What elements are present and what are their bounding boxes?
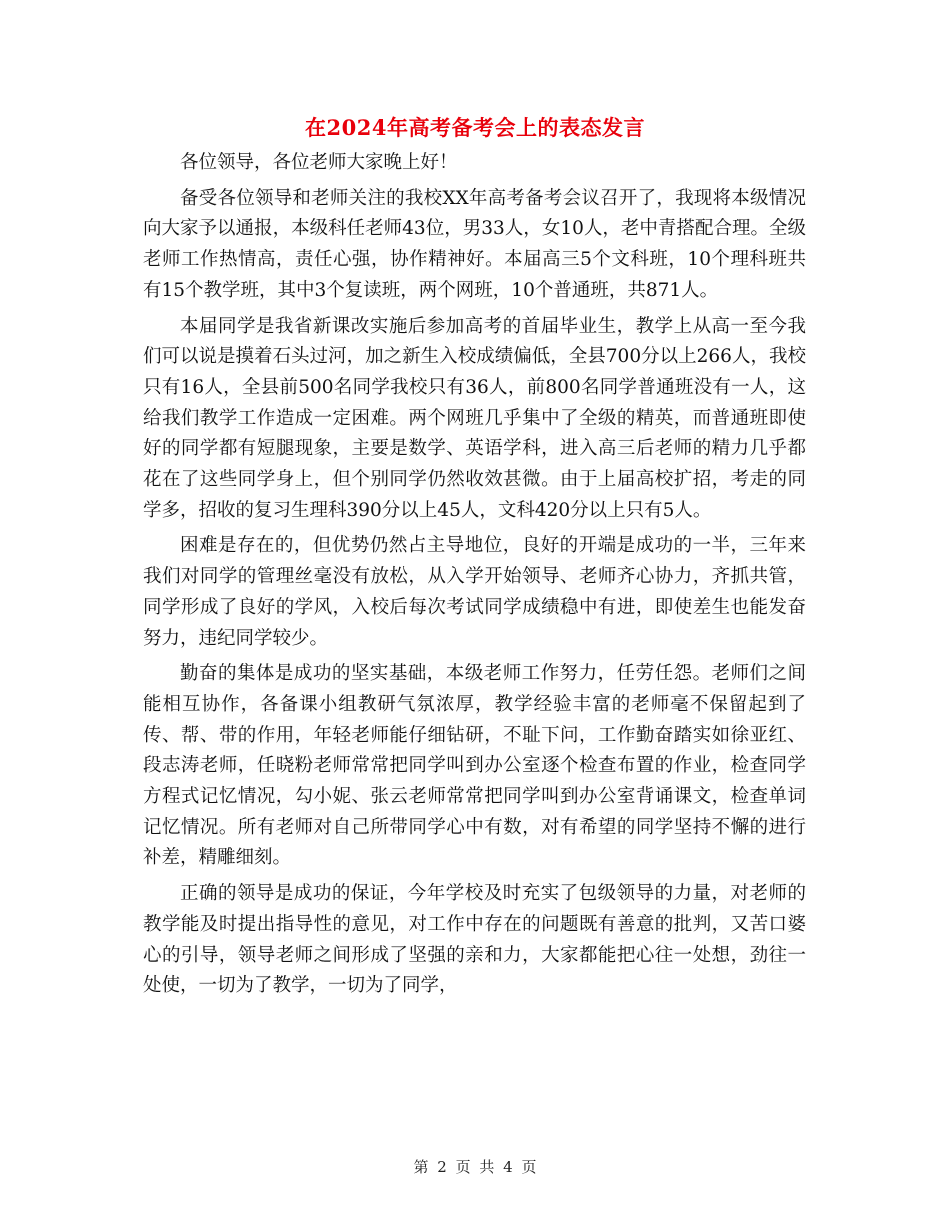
paragraph-leadership: 正确的领导是成功的保证，今年学校及时充实了包级领导的力量，对老师的教学能及时提出指导性的意见，对工作中存在的问题既有善意的批判，又苦口婆心的引导，领导老师之间形成了坚强的亲和力，大家都能把心往一处想，劲往一处使，一切为了教学，一切为了同学， bbox=[143, 883, 806, 997]
document-body bbox=[143, 148, 806, 1007]
paragraph-greeting: 各位领导，各位老师大家晚上好！ bbox=[180, 152, 458, 173]
page-footer: 第 2 页 共 4 页 bbox=[413, 1158, 537, 1176]
document-title: 在2024年高考备考会上的表态发言 bbox=[305, 115, 645, 140]
paragraph-overview: 备受各位领导和老师关注的我校XX年高考备考会议召开了，我现将本级情况向大家予以通报，本级科任老师43位，男33人，女10人，老中青搭配合理。全级老师工作热情高，责任心强，协作精神好。本届高三5个文科班，10个理科班共有15个教学班，其中3个复读班，两个网班，10个普通班，共871人。 bbox=[143, 187, 806, 301]
paragraph-teachers: 勤奋的集体是成功的坚实基础，本级老师工作努力，任劳任怨。老师们之间能相互协作，各备课小组教研气氛浓厚，教学经验丰富的老师毫不保留起到了传、帮、带的作用，年轻老师能仔细钻研，不耻下问，工作勤奋踏实如徐亚红、段志涛老师，任晓粉老师常常把同学叫到办公室逐个检查布置的作业，检查同学方程式记忆情况，勾小妮、张云老师常常把同学叫到办公室背诵课文，检查单词记忆情况。所有老师对自己所带同学心中有数，对有希望的同学坚持不懈的进行补差，精雕细刻。 bbox=[143, 663, 806, 869]
paragraph-students: 本届同学是我省新课改实施后参加高考的首届毕业生，教学上从高一至今我们可以说是摸着石头过河，加之新生入校成绩偏低，全县700分以上266人，我校只有16人，全县前500名同学我校只有36人，前800名同学普通班没有一人，这给我们教学工作造成一定困难。两个网班几乎集中了全级的精英，而普通班即使好的同学都有短腿现象，主要是数学、英语学科，进入高三后老师的精力几乎都花在了这些同学身上，但个别同学仍然收效甚微。由于上届高校扩招，考走的同学多，招收的复习生理科390分以上45人，文科420分以上只有5人。 bbox=[143, 315, 806, 521]
paragraph-advantages: 困难是存在的，但优势仍然占主导地位，良好的开端是成功的一半，三年来我们对同学的管理丝毫没有放松，从入学开始领导、老师齐心协力，齐抓共管，同学形成了良好的学风，入校后每次考试同学成绩稳中有进，即使差生也能发奋努力，违纪同学较少。 bbox=[143, 535, 806, 649]
